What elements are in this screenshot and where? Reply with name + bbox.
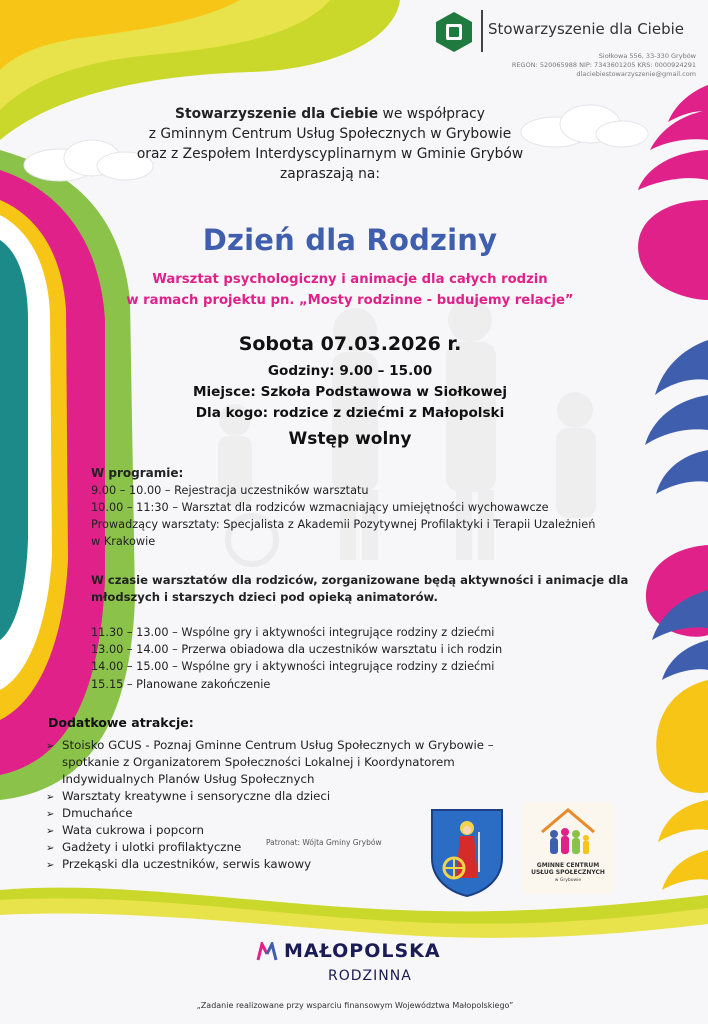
bullet-arrow-icon: ➢ — [46, 741, 55, 752]
extras-item — [46, 856, 311, 874]
event-audience: Dla kogo: rodzice z dziećmi z Małopolski — [195, 405, 505, 421]
program-item: 10.00 – 11:30 – Warsztat dla rodziców wzmacniający umiejętności wychowawcze — [91, 501, 549, 514]
program-heading: W programie: — [91, 466, 184, 480]
left-ribbon-teal — [0, 240, 28, 640]
extras-item-text: Warsztaty kreatywne i sensoryczne dla dzieci — [62, 789, 331, 803]
gcus-sub: w Grybowie — [554, 878, 582, 883]
leaf-pink-top — [638, 85, 708, 190]
extras-item — [46, 788, 330, 806]
extras-item — [46, 737, 494, 755]
program-item: Prowadzący warsztaty: Specjalista z Akademii Pozytywnej Profilaktyki i Terapii Uzależnień — [91, 518, 596, 531]
leaf-blue — [645, 340, 708, 494]
program-note-2: młodszych i starszych dzieci pod opieką animatorów. — [91, 590, 438, 604]
leaf-yellow-big — [656, 680, 708, 793]
program-item: 11.30 – 13.00 – Wspólne gry i aktywności integrujące rodziny z dziećmi — [91, 626, 495, 639]
header-divider — [481, 10, 483, 52]
event-entry: Wstęp wolny — [288, 429, 412, 449]
bullet-arrow-icon: ➢ — [46, 826, 55, 837]
event-place: Miejsce: Szkoła Podstawowa w Siołkowej — [192, 384, 507, 400]
program-item: 9.00 – 10.00 – Rejestracja uczestników warsztatu — [91, 484, 369, 497]
bullet-arrow-icon: ➢ — [46, 792, 55, 803]
extras-item-text: Wata cukrowa i popcorn — [62, 823, 205, 837]
program-item: w Krakowie — [91, 535, 156, 548]
event-title: Dzień dla Rodziny — [202, 223, 498, 257]
intro-org-bold: Stowarzyszenie dla Ciebie — [175, 106, 379, 122]
leaf-magenta-big — [638, 200, 708, 300]
org-email: dlaciebiestowarzyszenie@gmail.com — [576, 70, 696, 78]
gcus-name — [522, 862, 614, 876]
funding-note: „Zadanie realizowane przy wsparciu finansowym Województwa Małopolskiego” — [196, 1001, 514, 1010]
extras-item-text: Przekąski dla uczestników, serwis kawowy — [62, 857, 312, 871]
intro-line2: z Gminnym Centrum Usług Społecznych w Grybowie — [148, 126, 512, 142]
cloud-right — [521, 105, 648, 147]
intro-line3: oraz z Zespołem Interdyscyplinarnym w Gminie Grybów — [136, 146, 524, 162]
extras-item — [46, 822, 204, 840]
extras-item — [46, 839, 241, 857]
family-house-icon — [522, 802, 614, 862]
malopolska-brand: MAŁOPOLSKA — [284, 940, 441, 962]
bullet-arrow-icon: ➢ — [46, 843, 55, 854]
intro-line4: zapraszają na: — [280, 166, 380, 182]
org-name: Stowarzyszenie dla Ciebie — [488, 20, 684, 38]
event-subtitle-2: w ramach projektu pn. „Mosty rodzinne - budujemy relacje” — [126, 293, 574, 308]
gcus-name-line2: USŁUG SPOŁECZNYCH — [531, 869, 605, 876]
coat-of-arms-icon — [428, 806, 506, 898]
malopolska-sub: RODZINNA — [328, 968, 412, 984]
program-item: 14.00 – 15.00 – Wspólne gry i aktywności integrujące rodziny z dziećmi — [91, 660, 495, 673]
extras-item-text: Gadżety i ulotki profilaktyczne — [62, 840, 242, 854]
event-subtitle-1: Warsztat psychologiczny i animacje dla całych rodzin — [152, 272, 548, 287]
extras-item-text: Dmuchańce — [62, 806, 133, 820]
program-note-1: W czasie warsztatów dla rodziców, zorganizowane będą aktywności i animacje dla — [91, 573, 629, 587]
patronage-text: Patronat: Wójta Gminy Grybów — [266, 838, 382, 847]
bullet-arrow-icon: ➢ — [46, 809, 55, 820]
extras-item-text: Stoisko GCUS - Poznaj Gminne Centrum Usług Społecznych w Grybowie – — [62, 738, 494, 752]
intro-line1-rest: we współpracy — [378, 106, 485, 122]
intro-text — [120, 104, 540, 184]
org-logo-icon — [432, 10, 476, 54]
org-address: Siołkowa 556, 33-330 Grybów — [598, 52, 696, 60]
org-registry: REGON: 520065988 NIP: 7343601205 KRS: 0000924291 — [511, 61, 696, 69]
gcus-name-line1: GMINNE CENTRUM — [536, 862, 600, 869]
event-hours: Godziny: 9.00 – 15.00 — [267, 363, 433, 379]
extras-item — [46, 805, 132, 823]
extras-item-cont: Indywidualnych Planów Usług Społecznych — [62, 772, 315, 786]
extras-item-cont: spotkanie z Organizatorem Społeczności Lokalnej i Koordynatorem — [62, 755, 455, 769]
extras-heading: Dodatkowe atrakcje: — [48, 715, 194, 730]
event-date: Sobota 07.03.2026 r. — [238, 333, 462, 355]
malopolska-logo-icon — [256, 942, 278, 962]
program-item: 15.15 – Planowane zakończenie — [91, 678, 271, 691]
bullet-arrow-icon: ➢ — [46, 860, 55, 871]
program-item: 13.00 – 14.00 – Przerwa obiadowa dla uczestników warsztatu i ich rodzin — [91, 643, 503, 656]
